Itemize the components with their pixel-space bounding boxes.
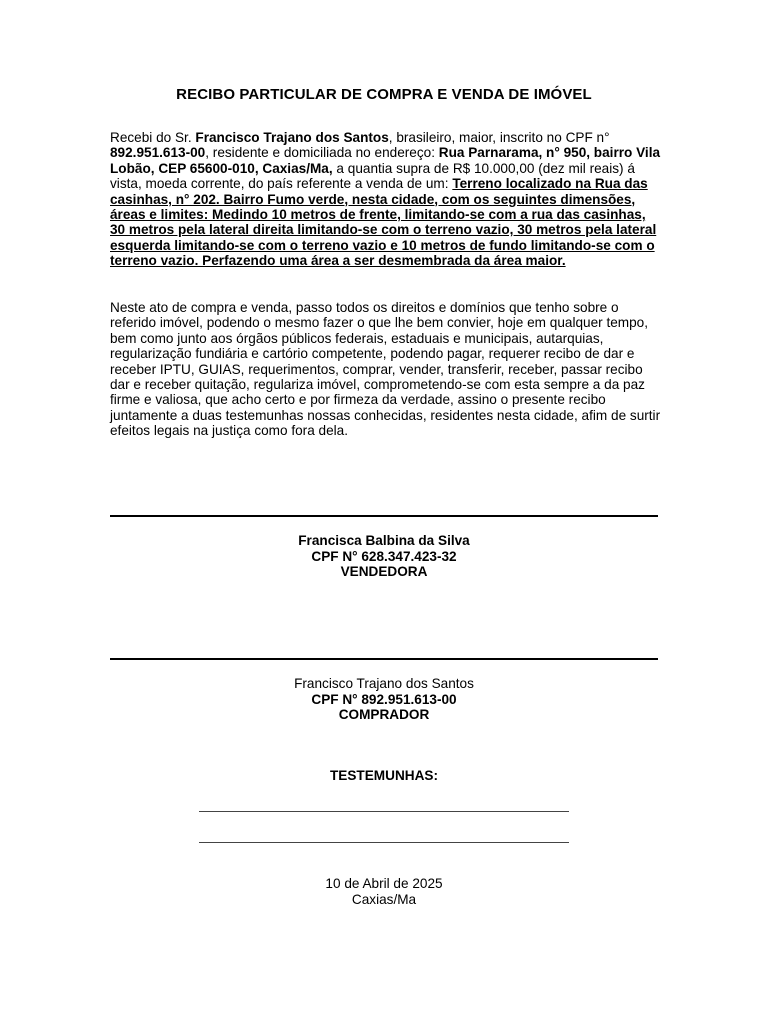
witness-1-signature-line bbox=[199, 811, 569, 812]
buyer-signature-block bbox=[0, 676, 768, 723]
seller-signature-block bbox=[0, 533, 768, 580]
witnesses-heading: TESTEMUNHAS: bbox=[330, 768, 438, 783]
p1-text-4: a quantia supra de R$ 10.000,00 (dez mil reais) á vista, moeda corrente, do país referente a venda de um: bbox=[110, 160, 635, 192]
receipt-paragraph bbox=[110, 130, 662, 269]
seller-name: Francisca Balbina da Silva bbox=[298, 533, 470, 548]
p1-text-1: Recebi do Sr. bbox=[110, 130, 196, 145]
buyer-name: Francisco Trajano dos Santos bbox=[294, 676, 474, 691]
document-place: Caxias/Ma bbox=[351, 891, 417, 907]
p1-text-3: , residente e domiciliada no endereço: bbox=[205, 145, 439, 161]
seller-signature-line bbox=[110, 515, 658, 517]
buyer-cpf: CPF N° 892.951.613-00 bbox=[311, 691, 457, 707]
buyer-signature-line bbox=[110, 658, 658, 660]
buyer-role: COMPRADOR bbox=[338, 707, 430, 723]
document-title: RECIBO PARTICULAR DE COMPRA E VENDA DE IMÓVEL bbox=[176, 86, 592, 103]
rights-transfer-paragraph: Neste ato de compra e venda, passo todos os direitos e domínios que tenho sobre o referido imóvel, podendo o mesmo fazer o que lhe bem convier, hoje em qualquer tempo, bem como junto aos órgãos públicos federais, estaduais e municipais, autarquias, regularização fundiária e cartório competente, podendo pagar, requerer recibo de dar e receber IPTU, GUIAS, requerimentos, comprar, vender, transferir, receber, passar recibo dar e receber quitação, regulariza imóvel, comprometendo-se com esta sempre a da paz firme e valiosa, que acho certo e por firmeza da verdade, assino o presente recibo juntamente a duas testemunhas nossas conhecidas, residentes nesta cidade, afim de surtir efeitos legais na justiça como fora dela. bbox=[110, 300, 661, 439]
buyer-address: Rua Parnarama, n° 950, bairro Vila Lobão, CEP 65600-010, Caxias/Ma, bbox=[110, 145, 661, 176]
p1-text-2: , brasileiro, maior, inscrito no CPF n° bbox=[388, 130, 610, 145]
witness-2-signature-line bbox=[199, 842, 569, 843]
date-place-block bbox=[0, 876, 768, 907]
buyer-cpf-inline: 892.951.613-00 bbox=[110, 145, 206, 161]
seller-cpf: CPF N° 628.347.423-32 bbox=[311, 548, 457, 564]
property-description: Terreno localizado na Rua das casinhas, n° 202. Bairro Fumo verde, nesta cidade, com os seguintes dimensões, áreas e limites: Medindo 10 metros de frente, limitando-se com a rua das casinhas, 30 metros pela lateral direita limitando-se com o terreno vazio, 30 metros pela lateral esquerda limitando-se com o terreno vazio e 10 metros de fundo limitando-se com o terreno vazio. Perfazendo uma área a ser desmembrada da área maior. bbox=[110, 176, 657, 269]
buyer-name-inline: Francisco Trajano dos Santos bbox=[195, 130, 389, 145]
seller-role: VENDEDORA bbox=[340, 564, 428, 580]
document-date: 10 de Abril de 2025 bbox=[325, 876, 443, 891]
